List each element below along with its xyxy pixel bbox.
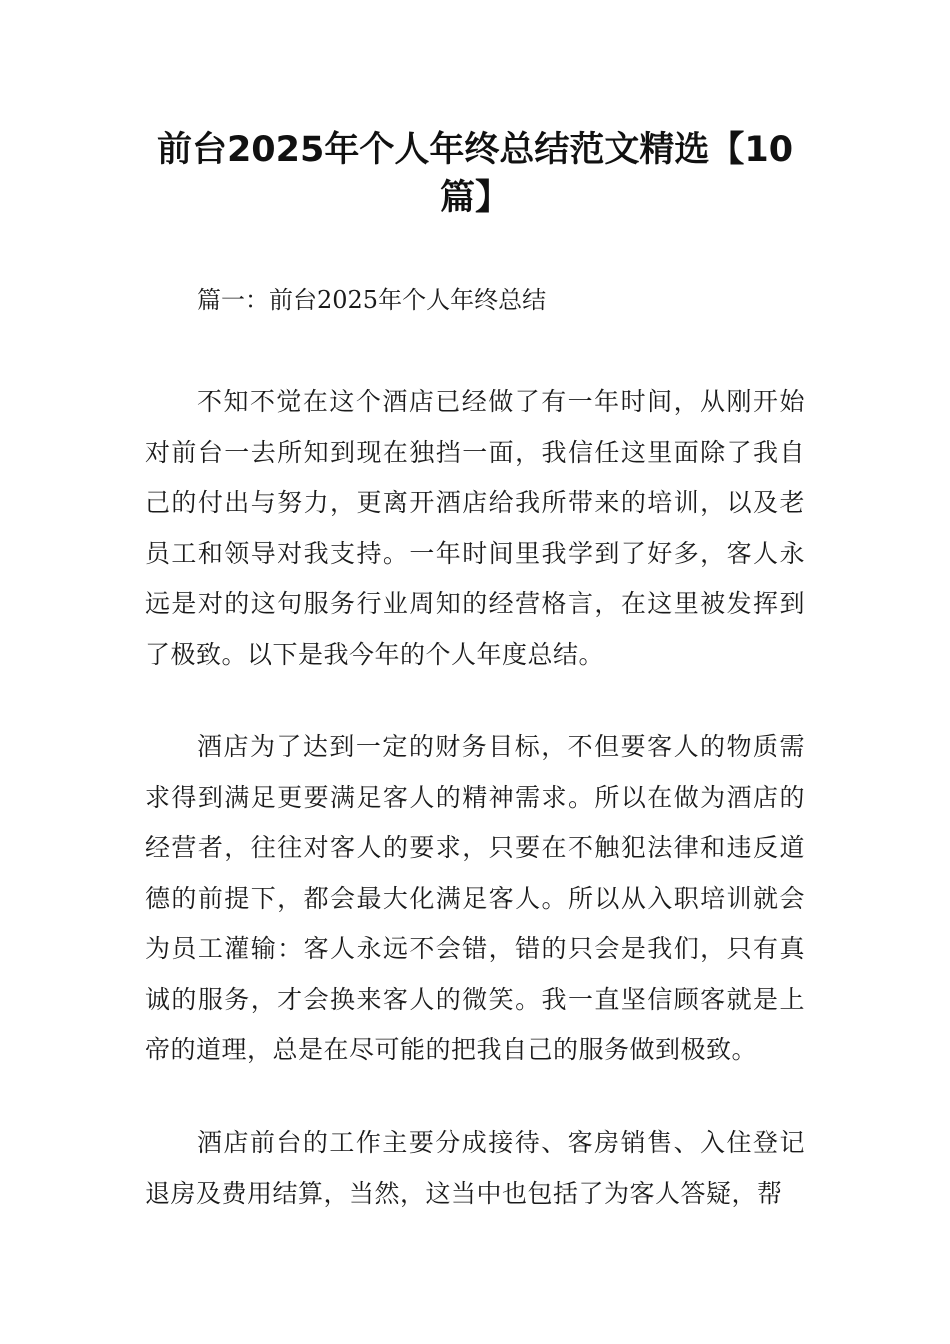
body-paragraph-3: 酒店前台的工作主要分成接待、客房销售、入住登记退房及费用结算，当然，这当中也包括了为客人答疑，帮 <box>145 1128 805 1208</box>
body-paragraph-2: 酒店为了达到一定的财务目标，不但要客人的物质需求得到满足更要满足客人的精神需求。所以在做为酒店的经营者，往往对客人的要求，只要在不触犯法律和违反道德的前提下，都会最大化满足客人。所以从入职培训就会为员工灌输：客人永远不会错，错的只会是我们，只有真诚的服务，才会换来客人的微笑。我一直坚信顾客就是上帝的道理，总是在尽可能的把我自己的服务做到极致。 <box>145 732 805 1064</box>
document-title: 前台2025年个人年终总结范文精选【10篇】 <box>156 130 794 218</box>
section-heading: 篇一：前台2025年个人年终总结 <box>197 286 547 314</box>
body-paragraph-1: 不知不觉在这个酒店已经做了有一年时间，从刚开始对前台一去所知到现在独挡一面，我信任这里面除了我自己的付出与努力，更离开酒店给我所带来的培训，以及老员工和领导对我支持。一年时间里我学到了好多，客人永远是对的这句服务行业周知的经营格言，在这里被发挥到了极致。以下是我今年的个人年度总结。 <box>145 387 805 669</box>
